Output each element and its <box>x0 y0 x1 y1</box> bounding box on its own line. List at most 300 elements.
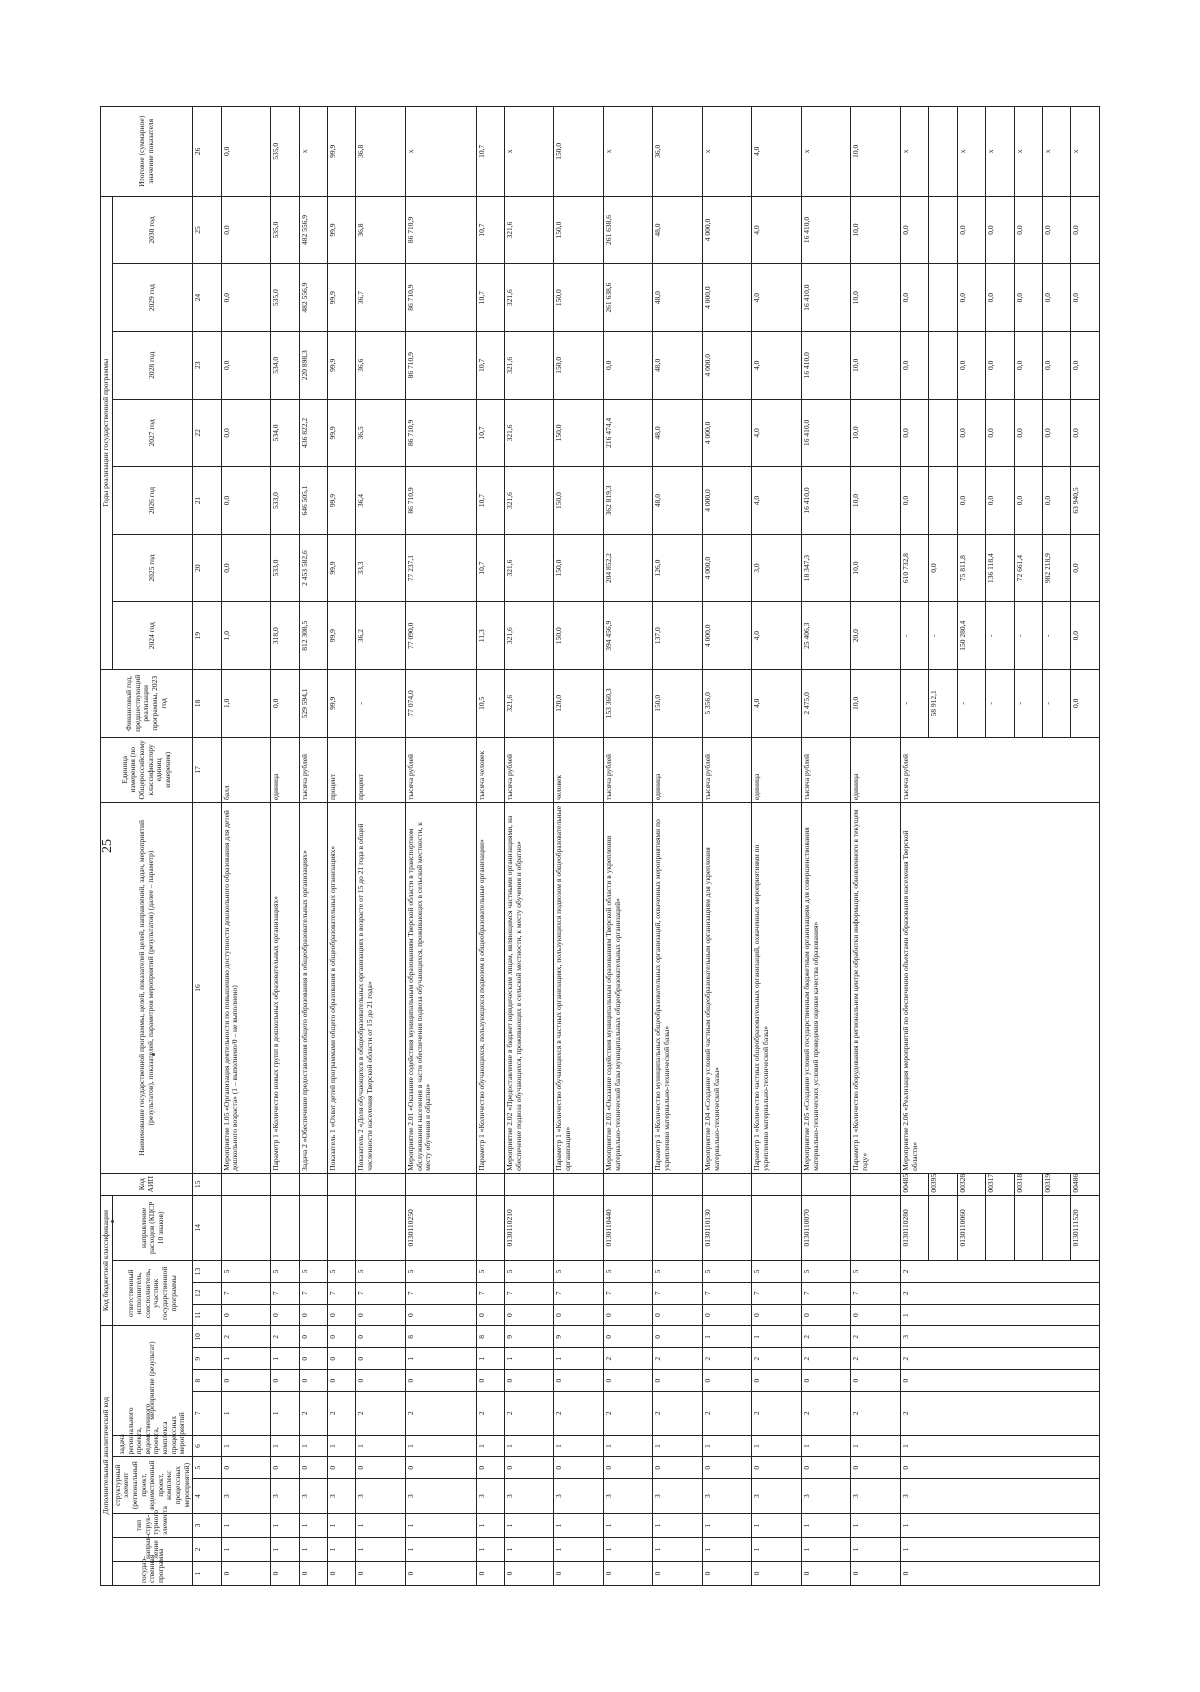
final-value-cell: 10,7 <box>476 107 504 197</box>
year-value-cell: 99,9 <box>328 196 356 264</box>
table-row <box>504 107 554 1586</box>
code-cell: 9 <box>504 1326 554 1348</box>
year-value-cell: 482 556,9 <box>299 196 327 264</box>
year-value-cell: 0,0 <box>929 534 957 602</box>
header-year-7: 2030 год <box>112 196 193 264</box>
unit-cell: балл <box>221 737 271 802</box>
year-value-cell: 10,7 <box>476 534 504 602</box>
base-year-cell: 529 594,1 <box>299 670 327 738</box>
kcsr-cell <box>1014 1195 1042 1260</box>
code-cell: 0 <box>299 1304 327 1326</box>
code-cell: 3 <box>554 1479 604 1514</box>
code-cell: 0 <box>653 1326 703 1348</box>
kcsr-cell: 0130110280 <box>900 1195 928 1260</box>
code-cell: 0 <box>603 1457 653 1479</box>
code-cell: 1 <box>900 1538 1099 1562</box>
code-cell: 1 <box>851 1435 901 1457</box>
year-value-cell: 0,0 <box>221 467 271 535</box>
code-cell: 1 <box>328 1514 356 1538</box>
final-value-cell: x <box>986 107 1014 197</box>
code-cell: 2 <box>801 1391 851 1435</box>
code-cell: 0 <box>851 1304 901 1326</box>
final-value-cell <box>929 107 957 197</box>
header-years-group: Годы реализации государственной программы <box>101 196 113 669</box>
code-cell: 9 <box>554 1326 604 1348</box>
final-value-cell: 4,0 <box>752 107 802 197</box>
year-value-cell: 0,0 <box>957 196 985 264</box>
code-cell: 0 <box>299 1457 327 1479</box>
code-cell: 0 <box>504 1370 554 1392</box>
year-value-cell: 4,0 <box>752 467 802 535</box>
column-number: 15 <box>193 1173 221 1195</box>
year-value-cell: 10,7 <box>476 399 504 467</box>
table-row <box>328 107 356 1586</box>
code-cell: 0 <box>356 1348 406 1370</box>
code-cell: 2 <box>405 1391 476 1435</box>
code-cell: 3 <box>328 1479 356 1514</box>
year-value-cell <box>929 331 957 399</box>
code-cell: 0 <box>801 1370 851 1392</box>
year-value-cell: 3,0 <box>752 534 802 602</box>
year-value-cell: 220 898,3 <box>299 331 327 399</box>
code-cell: 2 <box>851 1348 901 1370</box>
unit-cell: тысяча человек <box>476 737 504 802</box>
column-number: 17 <box>193 737 221 802</box>
code-cell: 0 <box>801 1304 851 1326</box>
kcsr-cell <box>929 1195 957 1260</box>
base-year-cell: 10,0 <box>851 670 901 738</box>
code-cell: 0 <box>405 1457 476 1479</box>
year-value-cell: 16 410,0 <box>801 196 851 264</box>
year-value-cell: 0,0 <box>900 467 928 535</box>
code-cell: 2 <box>702 1391 752 1435</box>
year-value-cell: 150,0 <box>554 331 604 399</box>
code-cell: 5 <box>653 1261 703 1283</box>
year-value-cell: 0,0 <box>221 331 271 399</box>
aip-cell <box>603 1173 653 1195</box>
base-year-cell: 153 360,3 <box>603 670 653 738</box>
code-cell: 2 <box>221 1326 271 1348</box>
column-number: 13 <box>193 1261 221 1283</box>
code-cell: 0 <box>752 1370 802 1392</box>
code-cell: 1 <box>328 1538 356 1562</box>
base-year-cell: 0,0 <box>271 670 299 738</box>
aip-cell <box>356 1173 406 1195</box>
code-cell: 1 <box>752 1538 802 1562</box>
code-cell: 1 <box>271 1391 299 1435</box>
table-row <box>900 107 928 1586</box>
code-cell: 0 <box>554 1457 604 1479</box>
kcsr-cell: 0130110070 <box>801 1195 851 1260</box>
year-value-cell: 10,7 <box>476 264 504 332</box>
code-cell: 1 <box>900 1514 1099 1538</box>
code-cell: 0 <box>801 1562 851 1586</box>
code-cell: 2 <box>752 1348 802 1370</box>
year-value-cell: 16 410,0 <box>801 264 851 332</box>
year-value-cell: 4,0 <box>752 399 802 467</box>
final-value-cell: x <box>1071 107 1100 197</box>
name-cell: Показатель 1 «Охват детей программами общего образования в общеобразовательных организациях» <box>328 803 356 1174</box>
year-value-cell: 48,0 <box>653 331 703 399</box>
year-value-cell: 86 710,9 <box>405 467 476 535</box>
code-cell: 1 <box>702 1435 752 1457</box>
header-measure: мероприятие (результат) <box>112 1326 193 1435</box>
kcsr-cell <box>271 1195 299 1260</box>
year-value-cell: 436 822,2 <box>299 399 327 467</box>
year-value-cell: 20,0 <box>851 602 901 670</box>
year-value-cell: 534,0 <box>271 331 299 399</box>
aip-cell: 00317 <box>986 1173 1014 1195</box>
base-year-cell: 4,0 <box>752 670 802 738</box>
name-cell: Параметр 1 «Количество оборудования в региональном центре обработки информации, обновленного в текущем году» <box>851 803 901 1174</box>
year-value-cell: 0,0 <box>1014 331 1042 399</box>
year-value-cell: 0,0 <box>1071 399 1100 467</box>
code-cell: 0 <box>752 1457 802 1479</box>
year-value-cell: 1,0 <box>221 602 271 670</box>
column-number: 11 <box>193 1304 221 1326</box>
name-cell: Параметр 1 «Количество обучающихся в частных организациях, пользующихся подвозом в общеобразовательные организации» <box>554 803 604 1174</box>
name-cell: Задача 2 «Обеспечение предоставления общего образования в общеобразовательных организациях» <box>299 803 327 1174</box>
year-value-cell: 0,0 <box>1043 331 1071 399</box>
header-task: задача регионального проекта, ведомственного проекта, комплекса процессных мероприятий <box>112 1435 193 1457</box>
unit-cell: процент <box>356 737 406 802</box>
year-value-cell: 318,0 <box>271 602 299 670</box>
code-cell: 2 <box>603 1348 653 1370</box>
kcsr-cell <box>476 1195 504 1260</box>
kcsr-cell <box>752 1195 802 1260</box>
code-cell: 0 <box>801 1457 851 1479</box>
code-cell: 1 <box>801 1514 851 1538</box>
header-analytic-code: Дополнительный аналитический код <box>101 1326 113 1586</box>
year-value-cell: 4,0 <box>752 331 802 399</box>
kcsr-cell: 0130110210 <box>504 1195 554 1260</box>
base-year-cell: - <box>1043 670 1071 738</box>
code-cell: 3 <box>221 1479 271 1514</box>
code-cell: 1 <box>603 1435 653 1457</box>
code-cell: 0 <box>328 1370 356 1392</box>
code-cell: 0 <box>328 1348 356 1370</box>
year-value-cell: 0,0 <box>986 399 1014 467</box>
unit-cell: тысяча рублей <box>900 737 1099 802</box>
year-value-cell: 16 410,0 <box>801 467 851 535</box>
year-value-cell: 150,0 <box>554 264 604 332</box>
unit-cell: человек <box>554 737 604 802</box>
year-value-cell: 99,9 <box>328 331 356 399</box>
program-indicators-table <box>100 106 1100 1586</box>
year-value-cell: 0,0 <box>221 399 271 467</box>
code-cell: 1 <box>801 1538 851 1562</box>
column-number: 23 <box>193 331 221 399</box>
kcsr-cell <box>299 1195 327 1260</box>
code-cell: 3 <box>356 1479 406 1514</box>
code-cell: 1 <box>900 1304 1099 1326</box>
code-cell: 1 <box>221 1514 271 1538</box>
header-year-1: 2024 год <box>112 602 193 670</box>
year-value-cell: 321,6 <box>504 331 554 399</box>
code-cell: 3 <box>299 1479 327 1514</box>
code-cell: 0 <box>356 1370 406 1392</box>
column-number: 3 <box>193 1514 221 1538</box>
aip-cell <box>476 1173 504 1195</box>
code-cell: 5 <box>476 1261 504 1283</box>
header-year-4: 2027 год <box>112 399 193 467</box>
kcsr-cell: 0130110440 <box>603 1195 653 1260</box>
code-cell: 1 <box>405 1514 476 1538</box>
code-cell: 2 <box>653 1348 703 1370</box>
code-cell: 1 <box>702 1326 752 1348</box>
year-value-cell: - <box>929 602 957 670</box>
year-value-cell: 204 852,2 <box>603 534 653 602</box>
year-value-cell: 86 710,9 <box>405 399 476 467</box>
year-value-cell <box>929 264 957 332</box>
code-cell: 0 <box>356 1304 406 1326</box>
code-cell: 0 <box>504 1562 554 1586</box>
column-number-row <box>193 107 221 1586</box>
code-cell: 7 <box>504 1282 554 1304</box>
year-value-cell: 610 732,8 <box>900 534 928 602</box>
year-value-cell: 812 308,5 <box>299 602 327 670</box>
year-value-cell: 0,0 <box>900 264 928 332</box>
year-value-cell: 982 218,9 <box>1043 534 1071 602</box>
code-cell: 2 <box>356 1391 406 1435</box>
code-cell: 5 <box>504 1261 554 1283</box>
code-cell: 7 <box>702 1282 752 1304</box>
year-value-cell: 48,0 <box>653 467 703 535</box>
unit-cell: единица <box>271 737 299 802</box>
column-number: 4 <box>193 1479 221 1514</box>
code-cell: 0 <box>851 1457 901 1479</box>
code-cell: 0 <box>702 1370 752 1392</box>
year-value-cell: 0,0 <box>900 399 928 467</box>
final-value-cell: 0,0 <box>221 107 271 197</box>
header-year-2: 2025 год <box>112 534 193 602</box>
code-cell: 1 <box>554 1514 604 1538</box>
final-value-cell: x <box>1014 107 1042 197</box>
header-final: Итоговое (суммарное) значение показателя <box>101 107 193 197</box>
code-cell: 1 <box>702 1514 752 1538</box>
final-value-cell: 150,0 <box>554 107 604 197</box>
code-cell: 0 <box>221 1457 271 1479</box>
base-year-cell: - <box>957 670 985 738</box>
table-row <box>476 107 504 1586</box>
year-value-cell: - <box>900 602 928 670</box>
code-cell: 0 <box>653 1370 703 1392</box>
base-year-cell: 2 475,0 <box>801 670 851 738</box>
code-cell: 1 <box>653 1435 703 1457</box>
code-cell: 1 <box>356 1514 406 1538</box>
header-base-year: Финансовый год, предшествующий реализации программы, 2023 год <box>101 670 193 738</box>
code-cell: 3 <box>405 1479 476 1514</box>
final-value-cell: x <box>900 107 928 197</box>
aip-cell: 00319 <box>1043 1173 1071 1195</box>
final-value-cell: 535,0 <box>271 107 299 197</box>
code-cell: 1 <box>356 1435 406 1457</box>
code-cell: 1 <box>476 1538 504 1562</box>
code-cell: 5 <box>554 1261 604 1283</box>
code-cell: 1 <box>271 1348 299 1370</box>
year-value-cell: 4 000,0 <box>702 331 752 399</box>
code-cell: 3 <box>801 1479 851 1514</box>
base-year-cell: - <box>1014 670 1042 738</box>
name-cell: Параметр 1 «Количество обучающихся, пользующихся подвозом в общеобразовательные организации» <box>476 803 504 1174</box>
code-cell: 3 <box>653 1479 703 1514</box>
year-value-cell: 150,0 <box>554 602 604 670</box>
year-value-cell: 150,0 <box>554 196 604 264</box>
code-cell: 1 <box>752 1435 802 1457</box>
column-number: 9 <box>193 1348 221 1370</box>
year-value-cell: 99,9 <box>328 399 356 467</box>
code-cell: 0 <box>554 1562 604 1586</box>
code-cell: 7 <box>801 1282 851 1304</box>
code-cell: 7 <box>221 1282 271 1304</box>
year-value-cell: 2 453 582,6 <box>299 534 327 602</box>
year-value-cell: 0,0 <box>1014 467 1042 535</box>
base-year-cell: 77 074,0 <box>405 670 476 738</box>
code-cell: 0 <box>603 1370 653 1392</box>
code-cell: 3 <box>504 1479 554 1514</box>
column-number: 6 <box>193 1435 221 1457</box>
code-cell: 0 <box>328 1304 356 1326</box>
year-value-cell: 25 406,3 <box>801 602 851 670</box>
code-cell: 0 <box>752 1304 802 1326</box>
year-value-cell: 0,0 <box>221 264 271 332</box>
code-cell: 0 <box>900 1370 1099 1392</box>
year-value-cell: 0,0 <box>1043 399 1071 467</box>
code-cell: 1 <box>653 1538 703 1562</box>
code-cell: 0 <box>271 1457 299 1479</box>
code-cell: 2 <box>271 1326 299 1348</box>
code-cell: 2 <box>554 1391 604 1435</box>
year-value-cell: 36,5 <box>356 399 406 467</box>
year-value-cell: 99,9 <box>328 534 356 602</box>
column-number: 24 <box>193 264 221 332</box>
header-year-5: 2028 год <box>112 331 193 399</box>
year-value-cell: 4,0 <box>752 196 802 264</box>
header-name: Наименование государственной программы, целей, показателей целей, направлений, задач, мероприятий (результатов), показателей, параметров мероприятий (результатов) (далее – параметр) <box>101 803 193 1174</box>
code-cell: 0 <box>356 1326 406 1348</box>
year-value-cell: 86 710,9 <box>405 331 476 399</box>
unit-cell: единица <box>653 737 703 802</box>
kcsr-cell <box>554 1195 604 1260</box>
base-year-cell: 5 356,0 <box>702 670 752 738</box>
code-cell: 0 <box>405 1370 476 1392</box>
unit-cell: тысяча рублей <box>299 737 327 802</box>
year-value-cell: 482 556,9 <box>299 264 327 332</box>
aip-cell <box>801 1173 851 1195</box>
year-value-cell: 10,7 <box>476 196 504 264</box>
name-cell: Мероприятие 1.05 «Организация деятельности по повышению доступности дошкольного образования для детей дошкольного возраста» (1 – выполнено/0 – не выполнено) <box>221 803 271 1174</box>
column-number: 5 <box>193 1457 221 1479</box>
code-cell: 1 <box>356 1538 406 1562</box>
year-value-cell: 126,0 <box>653 534 703 602</box>
code-cell: 2 <box>504 1391 554 1435</box>
code-cell: 2 <box>702 1348 752 1370</box>
code-cell: 0 <box>603 1304 653 1326</box>
base-year-cell: 58 912,1 <box>929 670 957 738</box>
year-value-cell: - <box>1014 602 1042 670</box>
base-year-cell: 321,6 <box>504 670 554 738</box>
kcsr-cell: 0130110060 <box>957 1195 985 1260</box>
kcsr-cell <box>328 1195 356 1260</box>
header-aip: Код АИП <box>101 1173 193 1195</box>
table-row <box>801 107 851 1586</box>
header-unit: Единица измерения (по Общероссийскому классификатору единиц измерения) <box>101 737 193 802</box>
column-number: 19 <box>193 602 221 670</box>
year-value-cell: 0,0 <box>221 196 271 264</box>
code-cell: 0 <box>653 1562 703 1586</box>
final-value-cell: 10,0 <box>851 107 901 197</box>
code-cell: 1 <box>221 1348 271 1370</box>
code-cell: 3 <box>900 1326 1099 1348</box>
base-year-cell: 10,5 <box>476 670 504 738</box>
code-cell: 7 <box>328 1282 356 1304</box>
column-number: 12 <box>193 1282 221 1304</box>
code-cell: 0 <box>405 1562 476 1586</box>
code-cell: 3 <box>271 1479 299 1514</box>
code-cell: 1 <box>221 1538 271 1562</box>
column-number: 25 <box>193 196 221 264</box>
unit-cell: единица <box>851 737 901 802</box>
code-cell: 3 <box>702 1479 752 1514</box>
code-cell: 0 <box>554 1370 604 1392</box>
year-value-cell: 150,0 <box>554 399 604 467</box>
code-cell: 0 <box>702 1562 752 1586</box>
name-cell: Мероприятие 2.03 «Оказание содействия муниципальным образованиям Тверской области в укреплении материально-технической базы муниципальных общеобразовательных организаций» <box>603 803 653 1174</box>
code-cell: 1 <box>504 1435 554 1457</box>
unit-cell: единица <box>752 737 802 802</box>
table-row <box>653 107 703 1586</box>
year-value-cell: 362 819,3 <box>603 467 653 535</box>
code-cell: 0 <box>851 1562 901 1586</box>
year-value-cell: 150,0 <box>554 534 604 602</box>
code-cell: 2 <box>603 1391 653 1435</box>
code-cell: 1 <box>476 1435 504 1457</box>
code-cell: 2 <box>801 1348 851 1370</box>
year-value-cell: 535,0 <box>271 264 299 332</box>
year-value-cell: 137,0 <box>653 602 703 670</box>
year-value-cell: 533,0 <box>271 467 299 535</box>
code-cell: 1 <box>328 1435 356 1457</box>
code-cell: 0 <box>476 1457 504 1479</box>
code-cell: 5 <box>328 1261 356 1283</box>
year-value-cell: 48,0 <box>653 196 703 264</box>
code-cell: 0 <box>653 1304 703 1326</box>
code-cell: 7 <box>752 1282 802 1304</box>
unit-cell: тысяча рублей <box>405 737 476 802</box>
aip-cell <box>504 1173 554 1195</box>
year-value-cell: 321,6 <box>504 264 554 332</box>
code-cell: 0 <box>328 1562 356 1586</box>
code-cell: 1 <box>271 1435 299 1457</box>
code-cell: 0 <box>328 1457 356 1479</box>
year-value-cell: 0,0 <box>1043 264 1071 332</box>
year-value-cell: 0,0 <box>900 331 928 399</box>
year-value-cell: 36,6 <box>356 331 406 399</box>
year-value-cell: 0,0 <box>221 534 271 602</box>
base-year-cell: 1,0 <box>221 670 271 738</box>
header-year-3: 2026 год <box>112 467 193 535</box>
year-value-cell: 77 237,1 <box>405 534 476 602</box>
name-cell: Параметр 1 «Количество новых групп в дошкольных образовательных организациях» <box>271 803 299 1174</box>
year-value-cell: 36,4 <box>356 467 406 535</box>
table-row <box>405 107 476 1586</box>
year-value-cell <box>929 196 957 264</box>
table-row <box>603 107 653 1586</box>
year-value-cell: 0,0 <box>957 467 985 535</box>
year-value-cell: 150 280,4 <box>957 602 985 670</box>
year-value-cell: 646 505,1 <box>299 467 327 535</box>
unit-cell: тысяча рублей <box>702 737 752 802</box>
